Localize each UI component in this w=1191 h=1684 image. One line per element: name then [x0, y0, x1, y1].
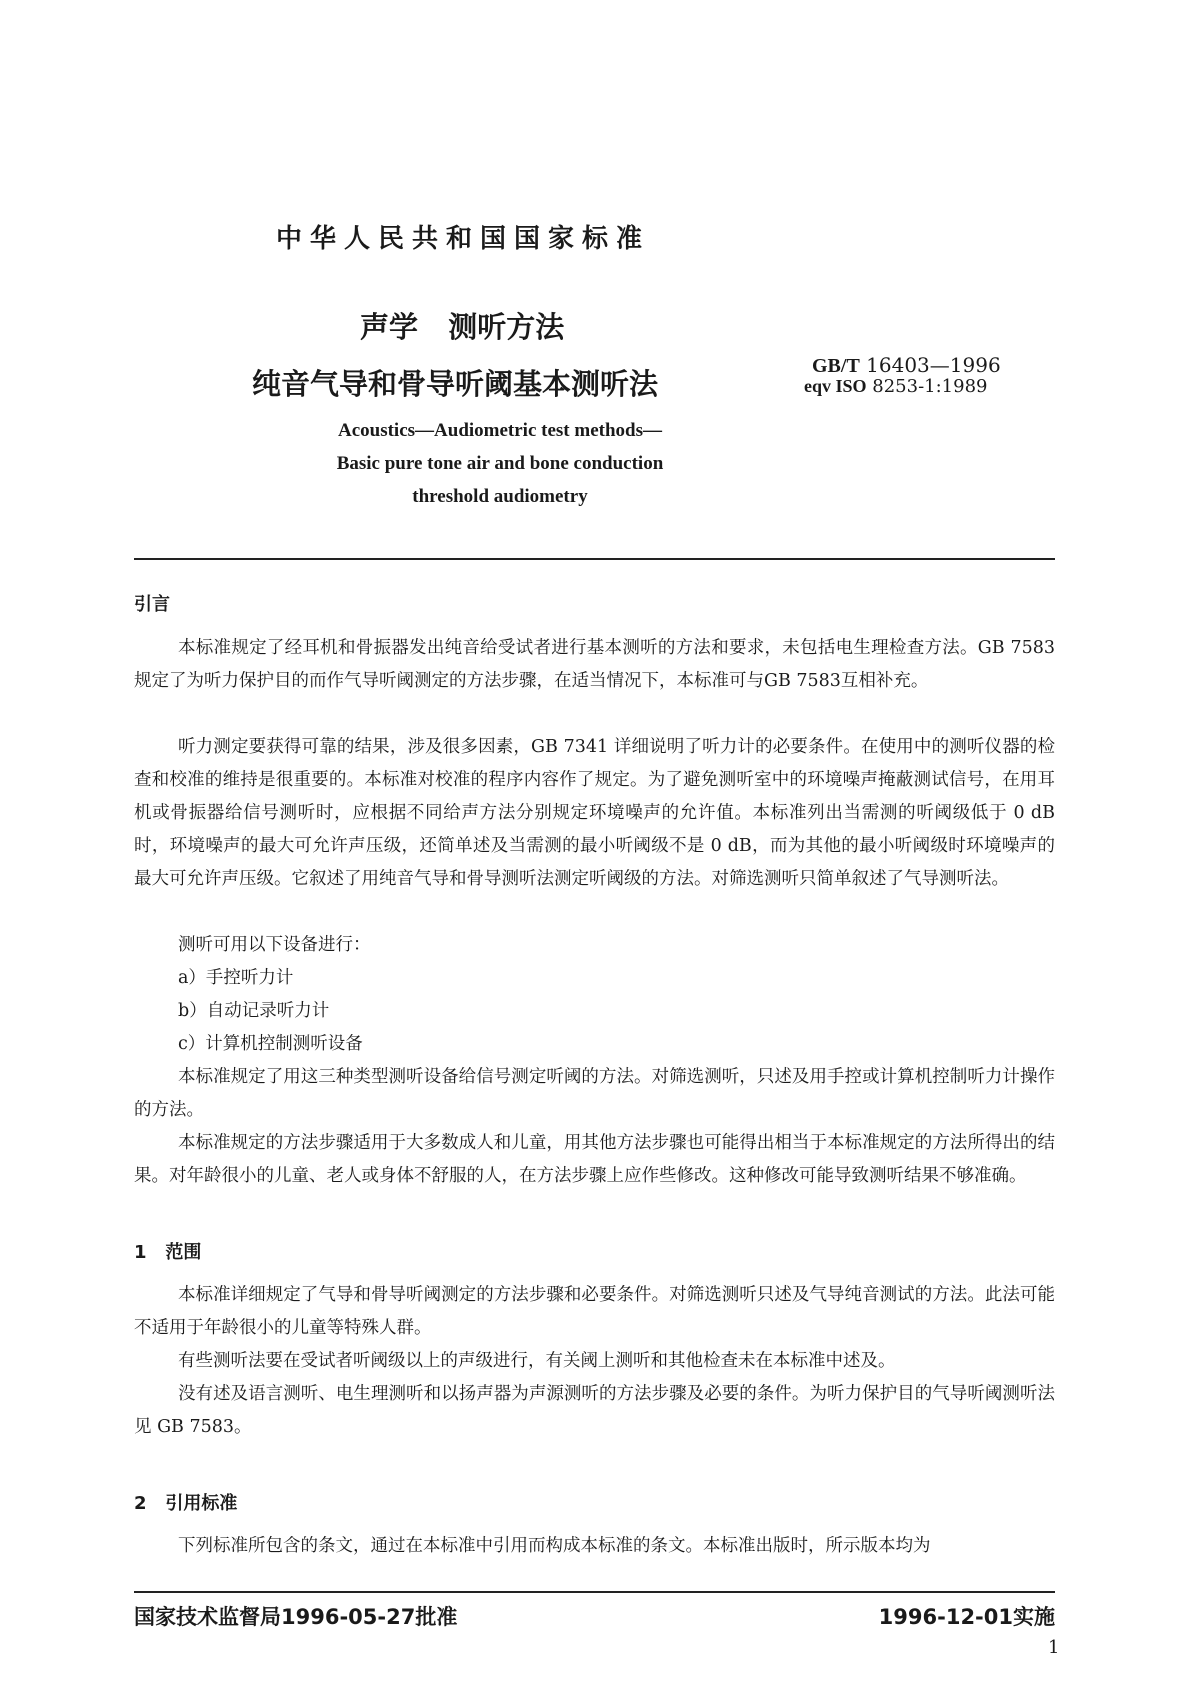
intro-paragraph: 测听可用以下设备进行：	[178, 935, 371, 955]
english-title-line-1: Acoustics—Audiometric test methods—	[337, 420, 662, 441]
list-item: b）自动记录听力计	[178, 1001, 330, 1021]
section-1-paragraph: 有些测听法要在受试者听阈级以上的声级进行，有关阈上测听和其他检查未在本标准中述及。	[178, 1351, 896, 1371]
section-1-paragraph: 没有述及语言测听、电生理测听和以扬声器为声源测听的方法步骤及必要的条件。为听力保护目的气导听阈测听法见 GB 7583。	[134, 1384, 1055, 1437]
title-line-1: 声学 测听方法	[360, 310, 565, 344]
header-divider	[134, 558, 1055, 560]
page-number: 1	[1048, 1637, 1060, 1658]
section-1-paragraph: 本标准详细规定了气导和骨导听阈测定的方法步骤和必要条件。对筛选测听只述及气导纯音测试的方法。此法可能不适用于年龄很小的儿童等特殊人群。	[134, 1285, 1055, 1338]
section-1-heading: 1 范围	[134, 1242, 202, 1263]
national-standard-label: 中华人民共和国国家标准	[276, 224, 651, 254]
intro-paragraph: 本标准规定了用这三种类型测听设备给信号测定听阈的方法。对筛选测听，只述及用手控或计算机控制听力计操作的方法。	[134, 1067, 1055, 1120]
section-2-heading: 2 引用标准	[134, 1493, 238, 1514]
english-title-line-3: threshold audiometry	[412, 486, 588, 507]
list-item: a）手控听力计	[178, 968, 294, 988]
intro-paragraph: 本标准规定了经耳机和骨振器发出纯音给受试者进行基本测听的方法和要求，未包括电生理检查方法。GB 7583 规定了为听力保护目的而作气导听阈测定的方法步骤，在适当情况下，本标准可与GB 7583互相补充。	[134, 638, 1055, 691]
standard-code-number: 16403—1996	[866, 353, 1001, 377]
standard-code	[812, 353, 1001, 378]
implementation-date: 1996-12-01实施	[878, 1605, 1055, 1629]
intro-paragraph: 听力测定要获得可靠的结果，涉及很多因素，GB 7341 详细说明了听力计的必要条件。在使用中的测听仪器的检查和校准的维持是很重要的。本标准对校准的程序内容作了规定。为了避免测听室中的环境噪声掩蔽测试信号，在用耳机或骨振器给信号测听时，应根据不同给声方法分别规定环境噪声的允许值。本标准列出当需测的听阈级低于 0 dB 时，环境噪声的最大可允许声压级，还简单述及当需测的最小听阈级不是 0 dB，而为其他的最小听阈级时环境噪声的最大可允许声压级。它叙述了用纯音气导和骨导测听法测定听阈级的方法。对筛选测听只简单叙述了气导测听法。	[134, 737, 1055, 889]
english-title-line-2: Basic pure tone air and bone conduction	[336, 453, 664, 474]
approval-date: 国家技术监督局1996-05-27批准	[134, 1605, 458, 1629]
equivalent-number: 8253-1:1989	[872, 376, 988, 397]
title-line-2: 纯音气导和骨导听阈基本测听法	[252, 367, 659, 401]
footer-divider	[134, 1591, 1055, 1593]
equivalent-prefix: eqv ISO	[804, 376, 867, 396]
standard-code-prefix: GB/T	[812, 355, 860, 377]
list-item: c）计算机控制测听设备	[178, 1034, 363, 1054]
intro-paragraph: 本标准规定的方法步骤适用于大多数成人和儿童，用其他方法步骤也可能得出相当于本标准规定的方法所得出的结果。对年龄很小的儿童、老人或身体不舒服的人，在方法步骤上应作些修改。这种修改可能导致测听结果不够准确。	[134, 1133, 1055, 1186]
intro-heading: 引言	[134, 594, 170, 615]
section-2-paragraph: 下列标准所包含的条文，通过在本标准中引用而构成本标准的条文。本标准出版时，所示版本均为	[178, 1536, 931, 1556]
equivalent-standard	[804, 376, 987, 397]
